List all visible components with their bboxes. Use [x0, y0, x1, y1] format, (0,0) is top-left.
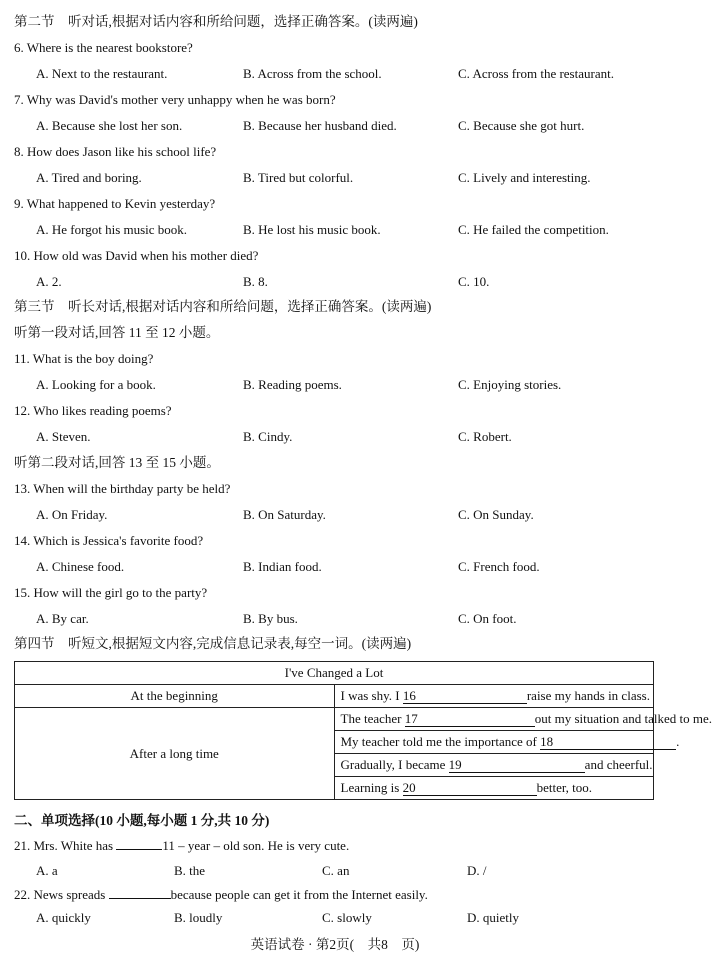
label-after-a-long-time: After a long time: [15, 708, 335, 800]
page-footer: 英语试卷 · 第2页( 共8 页): [250, 937, 420, 952]
row-20-text-before: Learning is: [340, 780, 403, 795]
q22-option-d: D. quietly: [467, 910, 519, 925]
section-4-title: 第四节 听短文,根据短文内容,完成信息记录表,每空一词。(读两遍): [14, 636, 412, 651]
q15-option-a: A. By car.: [36, 611, 89, 626]
q21-blank[interactable]: [116, 837, 162, 850]
q15-option-b: B. By bus.: [243, 611, 298, 626]
q21-text-after: 11 – year – old son. He is very cute.: [162, 838, 350, 853]
information-record-table: [14, 661, 712, 800]
q13-option-a: A. On Friday.: [36, 507, 108, 522]
q6-option-a: A. Next to the restaurant.: [36, 66, 168, 81]
q13-option-c: C. On Sunday.: [458, 507, 534, 522]
q12-option-a: A. Steven.: [36, 429, 91, 444]
q13-option-b: B. On Saturday.: [243, 507, 326, 522]
q9-option-c: C. He failed the competition.: [458, 222, 609, 237]
row-17-text-before: The teacher: [340, 711, 405, 726]
label-at-the-beginning: At the beginning: [15, 685, 335, 708]
question-11: 11. What is the boy doing?: [14, 351, 154, 366]
q12-option-c: C. Robert.: [458, 429, 512, 444]
q9-option-b: B. He lost his music book.: [243, 222, 381, 237]
question-10: 10. How old was David when his mother died?: [14, 248, 259, 263]
q22-text-before: 22. News spreads: [14, 887, 109, 902]
q10-option-a: A. 2.: [36, 274, 62, 289]
q14-option-b: B. Indian food.: [243, 559, 322, 574]
q10-option-b: B. 8.: [243, 274, 268, 289]
q22-text-after: because people can get it from the Internet easily.: [170, 887, 428, 902]
q22-option-a: A. quickly: [36, 910, 91, 925]
q22-blank[interactable]: [109, 886, 171, 899]
question-15: 15. How will the girl go to the party?: [14, 585, 208, 600]
fill-row-20: [334, 777, 654, 800]
table-row: [15, 708, 654, 731]
q21-option-d: D. /: [467, 863, 487, 878]
section-3-part-2: 听第二段对话,回答 13 至 15 小题。: [14, 455, 220, 470]
blank-16[interactable]: 16: [403, 689, 527, 704]
blank-17[interactable]: 17: [405, 712, 535, 727]
q7-option-b: B. Because her husband died.: [243, 118, 397, 133]
question-22: [14, 886, 428, 904]
question-7: 7. Why was David's mother very unhappy when he was born?: [14, 92, 336, 107]
q7-option-a: A. Because she lost her son.: [36, 118, 183, 133]
q11-option-a: A. Looking for a book.: [36, 377, 156, 392]
q6-option-c: C. Across from the restaurant.: [458, 66, 614, 81]
blank-19[interactable]: 19: [449, 758, 585, 773]
question-8: 8. How does Jason like his school life?: [14, 144, 217, 159]
fill-row-19: [334, 754, 654, 777]
q21-option-a: A. a: [36, 863, 58, 878]
q8-option-a: A. Tired and boring.: [36, 170, 142, 185]
row-18-text-before: My teacher told me the importance of: [340, 734, 541, 749]
q21-text-before: 21. Mrs. White has: [14, 838, 117, 853]
q11-option-c: C. Enjoying stories.: [458, 377, 562, 392]
q21-option-c: C. an: [322, 863, 350, 878]
fill-row-16: [334, 685, 654, 708]
row-16-text-after: raise my hands in class.: [526, 688, 650, 703]
q15-option-c: C. On foot.: [458, 611, 517, 626]
section-3-part-1: 听第一段对话,回答 11 至 12 小题。: [14, 325, 220, 340]
question-13: 13. When will the birthday party be held?: [14, 481, 231, 496]
question-9: 9. What happened to Kevin yesterday?: [14, 196, 216, 211]
section-3-title: 第三节 听长对话,根据对话内容和所给问题，选择正确答案。(读两遍): [14, 299, 432, 314]
q10-option-c: C. 10.: [458, 274, 490, 289]
q6-option-b: B. Across from the school.: [243, 66, 382, 81]
table-title: I've Changed a Lot: [15, 662, 654, 685]
question-14: 14. Which is Jessica's favorite food?: [14, 533, 204, 548]
row-18-text-after: .: [676, 734, 680, 749]
q14-option-c: C. French food.: [458, 559, 540, 574]
question-12: 12. Who likes reading poems?: [14, 403, 172, 418]
q9-option-a: A. He forgot his music book.: [36, 222, 188, 237]
fill-row-18: [334, 731, 680, 754]
row-16-text-before: I was shy. I: [340, 688, 403, 703]
row-17-text-after: out my situation and talked to me.: [534, 711, 712, 726]
q22-option-c: C. slowly: [322, 910, 372, 925]
row-19-text-after: and cheerful.: [584, 757, 653, 772]
question-21: [14, 837, 349, 855]
q8-option-b: B. Tired but colorful.: [243, 170, 354, 185]
table-title-row: [15, 662, 654, 685]
q11-option-b: B. Reading poems.: [243, 377, 342, 392]
fill-row-17: [334, 708, 712, 731]
table-row: [15, 685, 654, 708]
q7-option-c: C. Because she got hurt.: [458, 118, 585, 133]
row-19-text-before: Gradually, I became: [340, 757, 449, 772]
section-2-title: 第二节 听对话,根据对话内容和所给问题，选择正确答案。(读两遍): [14, 14, 418, 29]
q22-option-b: B. loudly: [174, 910, 223, 925]
q14-option-a: A. Chinese food.: [36, 559, 125, 574]
row-20-text-after: better, too.: [536, 780, 593, 795]
question-6: 6. Where is the nearest bookstore?: [14, 40, 193, 55]
q21-option-b: B. the: [174, 863, 206, 878]
q12-option-b: B. Cindy.: [243, 429, 293, 444]
blank-18[interactable]: 18: [540, 735, 676, 750]
q8-option-c: C. Lively and interesting.: [458, 170, 591, 185]
part-2-title: 二、单项选择(10 小题,每小题 1 分,共 10 分): [14, 813, 270, 828]
blank-20[interactable]: 20: [403, 781, 537, 796]
